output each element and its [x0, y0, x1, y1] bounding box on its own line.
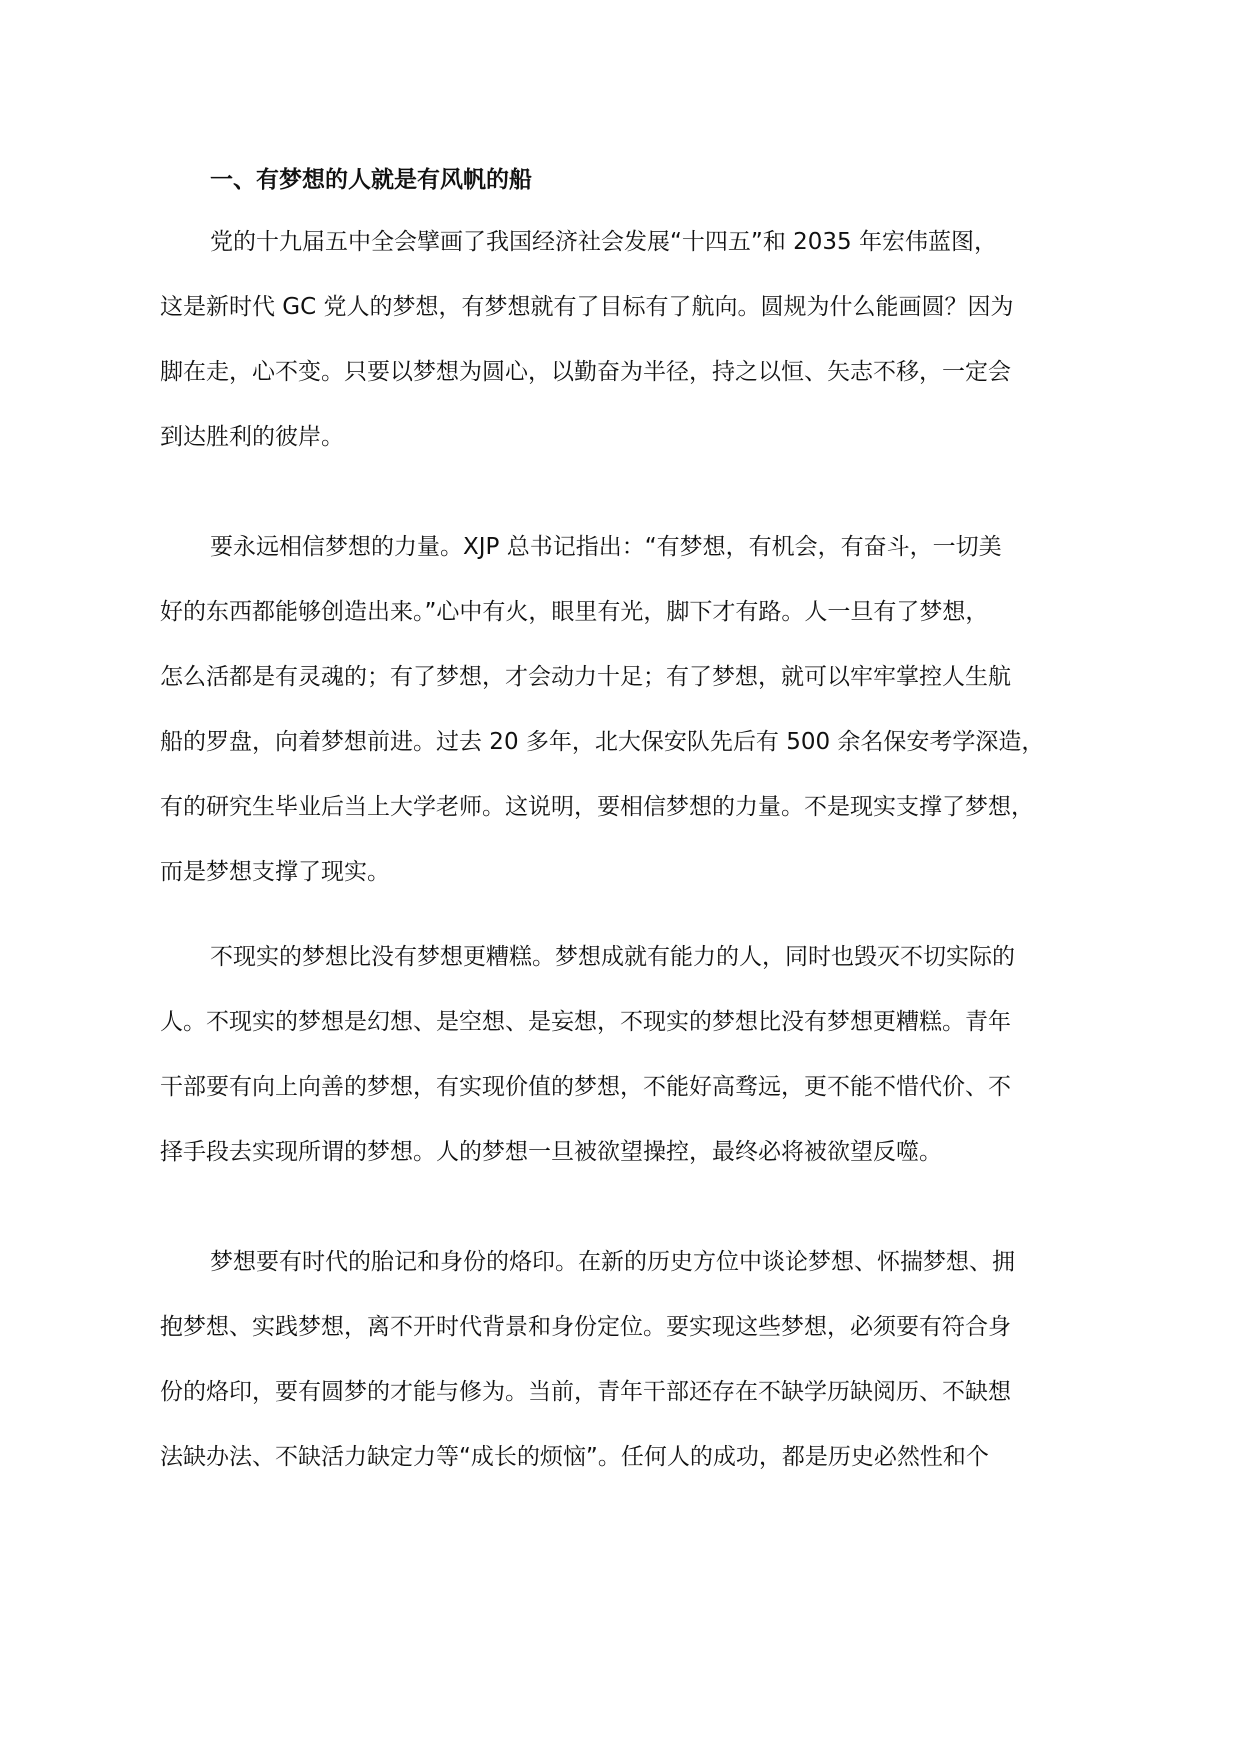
paragraph-3	[160, 925, 1120, 1185]
paragraph-line: 抱梦想、实践梦想，离不开时代背景和身份定位。要实现这些梦想，必须要有符合身	[160, 1314, 1011, 1340]
section-heading: 一、有梦想的人就是有风帆的船	[210, 167, 532, 193]
paragraph-line: 人。不现实的梦想是幻想、是空想、是妄想，不现实的梦想比没有梦想更糟糕。青年	[160, 1009, 1011, 1035]
paragraph-line: 党的十九届五中全会擘画了我国经济社会发展“十四五”和 2035 年宏伟蓝图，	[210, 229, 997, 255]
paragraph-line: 有的研究生毕业后当上大学老师。这说明，要相信梦想的力量。不是现实支撑了梦想，	[160, 794, 1034, 820]
paragraph-line: 这是新时代 GC 党人的梦想，有梦想就有了目标有了航向。圆规为什么能画圆？因为	[160, 294, 1014, 320]
paragraph-line: 而是梦想支撑了现实。	[160, 859, 390, 885]
paragraph-line: 到达胜利的彼岸。	[160, 424, 344, 450]
paragraph-line: 要永远相信梦想的力量。XJP 总书记指出：“有梦想，有机会，有奋斗，一切美	[210, 534, 1002, 560]
paragraph-line: 脚在走，心不变。只要以梦想为圆心，以勤奋为半径，持之以恒、矢志不移，一定会	[160, 359, 1011, 385]
paragraph-line: 不现实的梦想比没有梦想更糟糕。梦想成就有能力的人，同时也毁灭不切实际的	[210, 944, 1015, 970]
paragraph-line: 干部要有向上向善的梦想，有实现价值的梦想，不能好高骛远，更不能不惜代价、不	[160, 1074, 1011, 1100]
paragraph-2	[160, 515, 1120, 905]
paragraph-4	[160, 1230, 1120, 1490]
paragraph-line: 好的东西都能够创造出来。”心中有火，眼里有光，脚下才有路。人一旦有了梦想，	[160, 599, 989, 625]
paragraph-line: 怎么活都是有灵魂的；有了梦想，才会动力十足；有了梦想，就可以牢牢掌控人生航	[160, 664, 1011, 690]
paragraph-line: 份的烙印，要有圆梦的才能与修为。当前，青年干部还存在不缺学历缺阅历、不缺想	[160, 1379, 1011, 1405]
paragraph-1	[160, 210, 1120, 470]
paragraph-line: 船的罗盘，向着梦想前进。过去 20 多年，北大保安队先后有 500 余名保安考学深造，	[160, 729, 1045, 755]
paragraph-line: 择手段去实现所谓的梦想。人的梦想一旦被欲望操控，最终必将被欲望反噬。	[160, 1139, 942, 1165]
paragraph-line: 梦想要有时代的胎记和身份的烙印。在新的历史方位中谈论梦想、怀揣梦想、拥	[210, 1249, 1015, 1275]
paragraph-line: 法缺办法、不缺活力缺定力等“成长的烦恼”。任何人的成功，都是历史必然性和个	[160, 1444, 989, 1470]
